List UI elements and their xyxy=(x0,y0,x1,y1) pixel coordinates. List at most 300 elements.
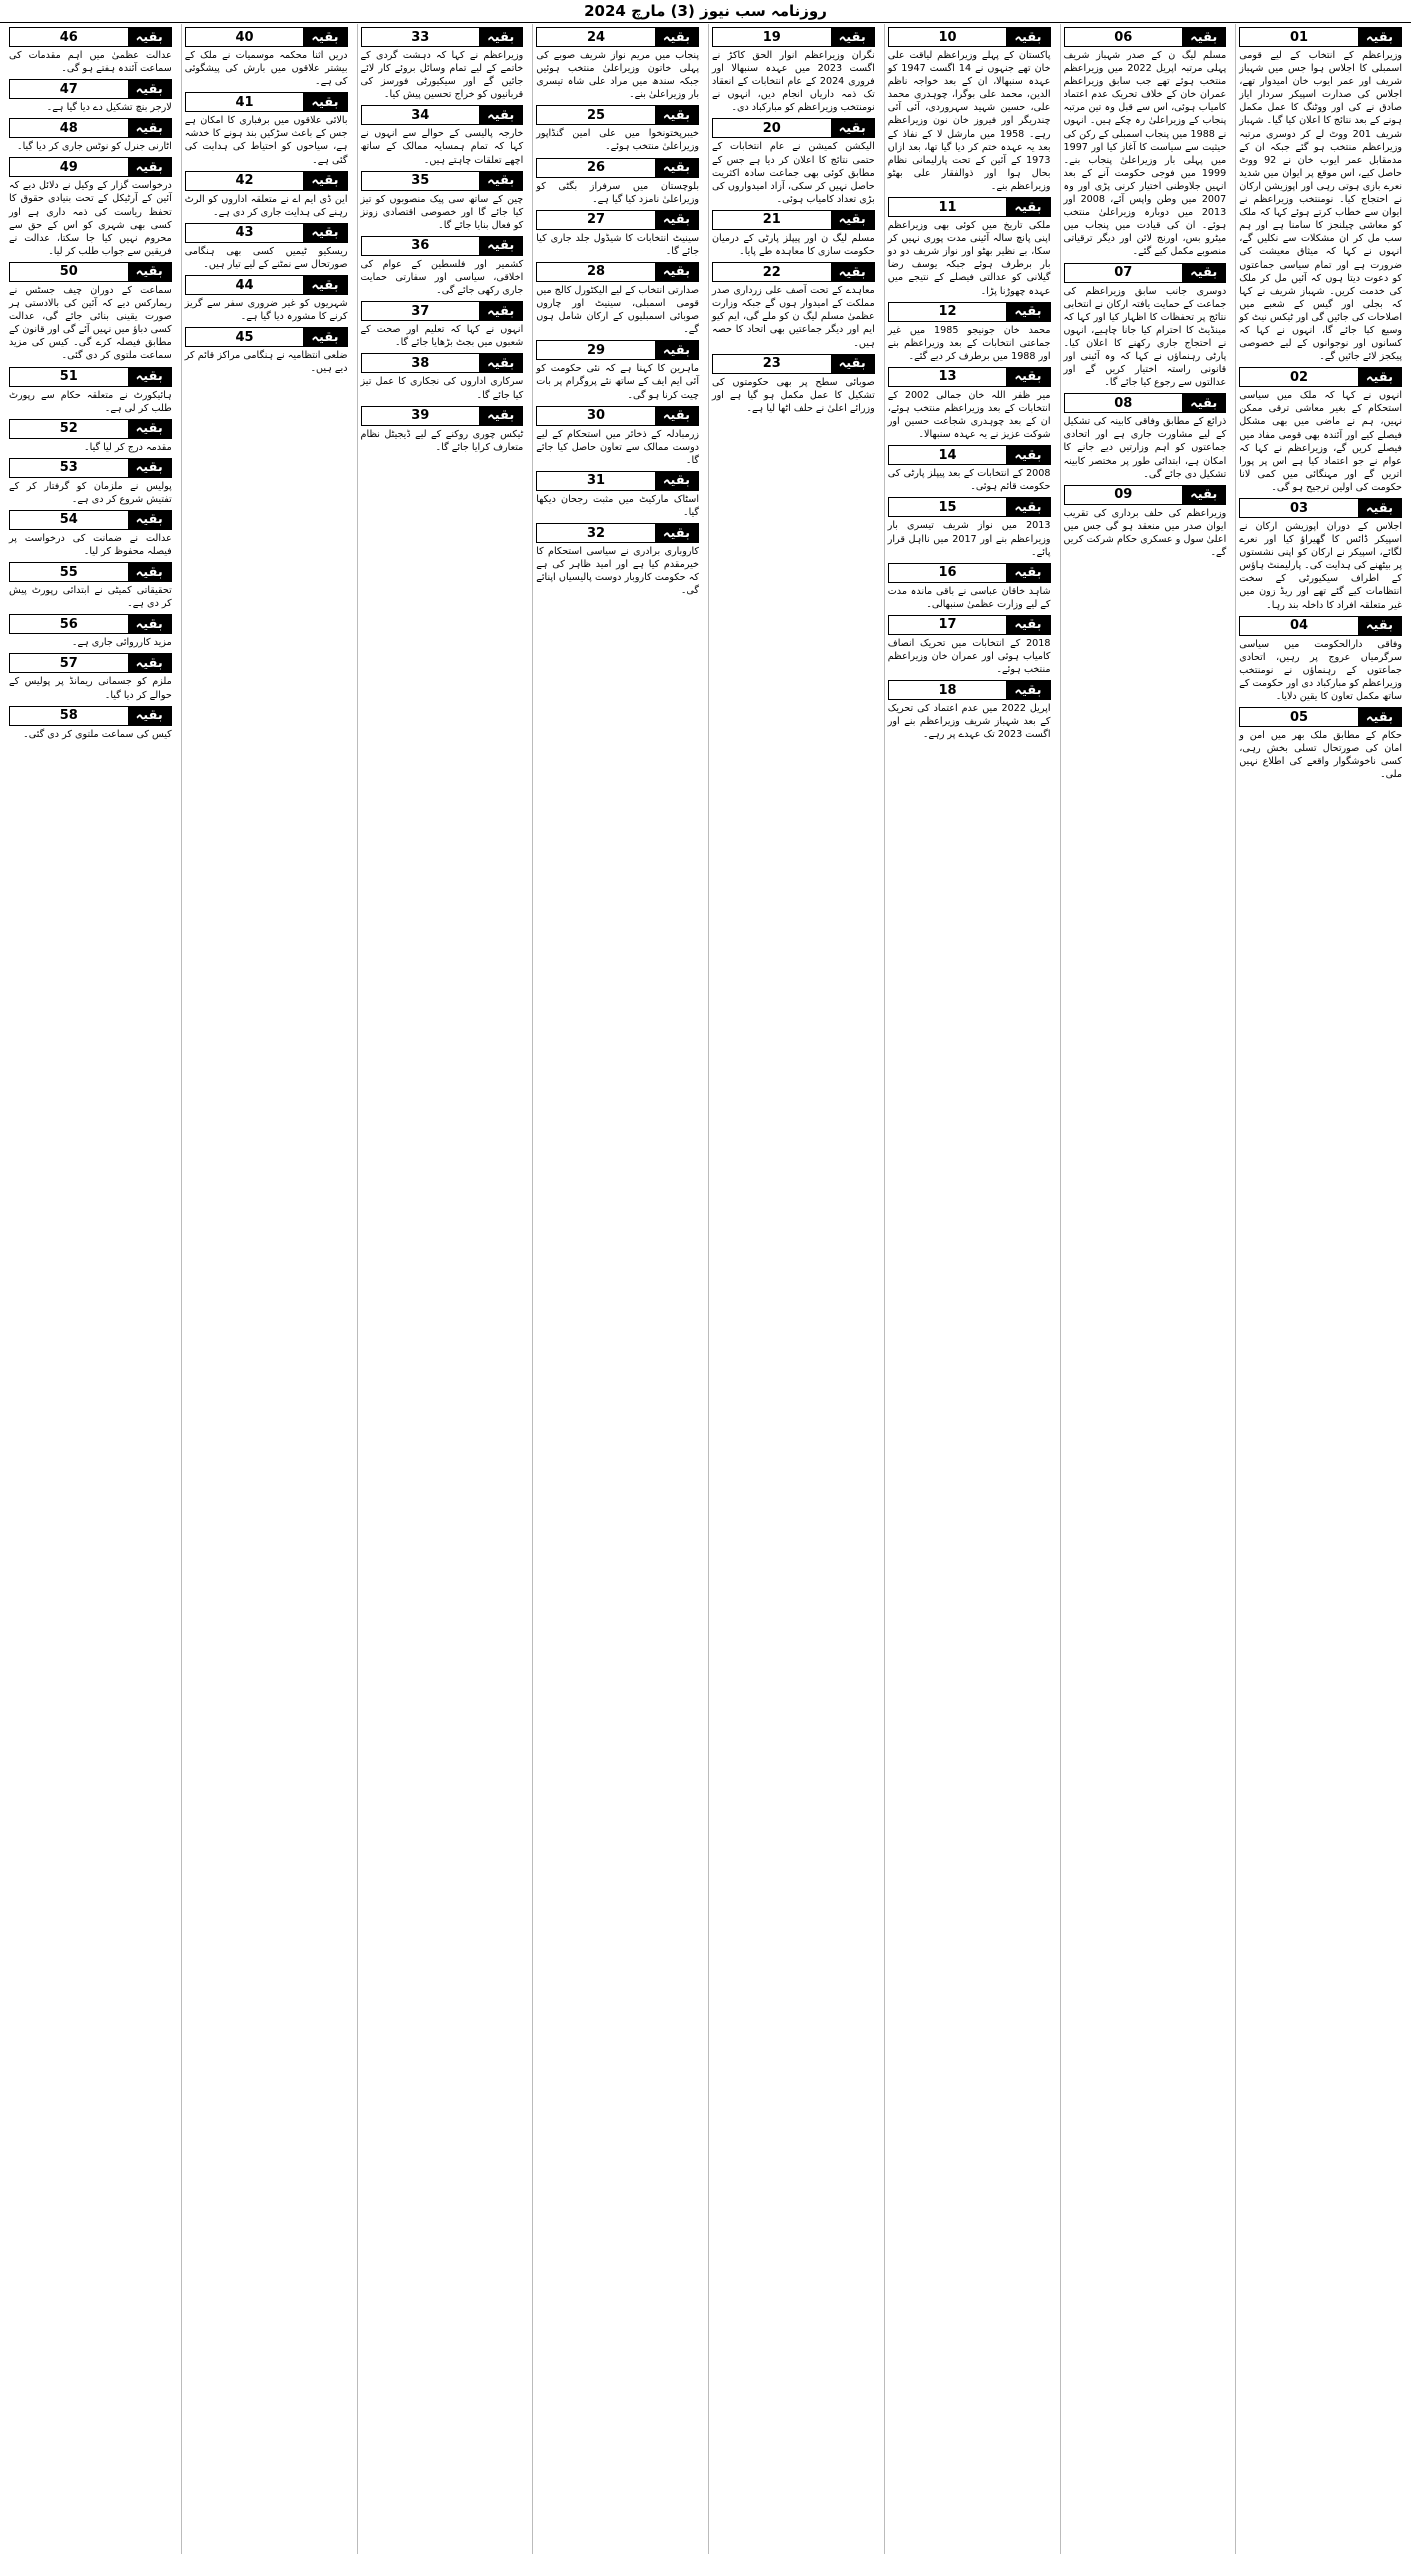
continuation-block xyxy=(1236,616,1402,703)
continuation-label: بقیہ xyxy=(1358,617,1401,635)
continuation-header xyxy=(361,105,524,125)
continuation-header xyxy=(9,118,172,138)
article-text: این ڈی ایم اے نے متعلقہ اداروں کو الرٹ رہنے کی ہدایت جاری کر دی ہے۔ xyxy=(181,193,348,218)
continuation-number: 04 xyxy=(1240,617,1358,635)
continuation-block xyxy=(708,262,875,349)
continuation-block xyxy=(6,562,172,610)
continuation-label: بقیہ xyxy=(1006,446,1049,464)
continuation-header xyxy=(1239,616,1402,636)
column xyxy=(357,24,527,2554)
continuation-number: 46 xyxy=(10,28,128,46)
continuation-header xyxy=(888,445,1051,465)
continuation-header xyxy=(888,27,1051,47)
continuation-label: بقیہ xyxy=(831,355,874,373)
continuation-label: بقیہ xyxy=(479,237,522,255)
continuation-number: 53 xyxy=(10,459,128,477)
continuation-block xyxy=(1236,498,1402,612)
article-text: انہوں نے کہا کہ تعلیم اور صحت کے شعبوں میں بجٹ بڑھایا جائے گا۔ xyxy=(357,324,524,349)
continuation-header xyxy=(185,92,348,112)
article-text: صدارتی انتخاب کے لیے الیکٹورل کالج میں قومی اسمبلی، سینیٹ اور چاروں صوبائی اسمبلیوں کے ارکان شامل ہوں گے۔ xyxy=(533,284,699,336)
article-text: انہوں نے کہا کہ ملک میں سیاسی استحکام کے بغیر معاشی ترقی ممکن نہیں، ہم نے ماضی میں بھی مشکل فیصلے کیے اور آئندہ بھی قومی مفاد میں فیصلے کریں گے، وزیراعظم نے کہا کہ عوام نے جو اعتماد کیا ہے اس پر پورا اتریں گے اور مہنگائی میں کمی لانا حکومت کی اولین ترجیح ہو گی۔ xyxy=(1236,390,1402,493)
continuation-header xyxy=(9,262,172,282)
continuation-label: بقیہ xyxy=(303,172,346,190)
continuation-block xyxy=(1236,27,1402,363)
continuation-block xyxy=(181,223,348,271)
continuation-label: بقیہ xyxy=(303,93,346,111)
continuation-label: بقیہ xyxy=(1358,368,1401,386)
article-text: خیبرپختونخوا میں علی امین گنڈاپور وزیراعلیٰ منتخب ہوئے۔ xyxy=(533,128,699,153)
continuation-number: 12 xyxy=(889,303,1007,321)
continuation-label: بقیہ xyxy=(655,407,698,425)
continuation-header xyxy=(361,27,524,47)
continuation-number: 11 xyxy=(889,198,1007,216)
article-text: پاکستان کے پہلے وزیراعظم لیاقت علی خان تھے جنہوں نے 14 اگست 1947 کو عہدہ سنبھالا، ان کے بعد خواجہ ناظم الدین، محمد علی بوگرا، چوہدری محمد علی، حسین شہید سہروردی، آئی آئی چندریگر اور فیروز خان نون وزیراعظم رہے۔ 1958 میں مارشل لا کے نفاذ کے بعد یہ عہدہ ختم کر دیا گیا تھا، بعد ازاں 1973 کے آئین کے تحت پارلیمانی نظام بحال ہوا اور ذوالفقار علی بھٹو وزیراعظم بنے۔ xyxy=(884,50,1051,192)
masthead-title: روزنامہ سب نیوز (3) مارچ 2024 xyxy=(0,0,1411,23)
continuation-header xyxy=(361,301,524,321)
continuation-header xyxy=(9,27,172,47)
continuation-header xyxy=(536,105,699,125)
continuation-number: 03 xyxy=(1240,499,1358,517)
continuation-label: بقیہ xyxy=(128,28,171,46)
continuation-block xyxy=(181,92,348,166)
continuation-label: بقیہ xyxy=(1006,616,1049,634)
continuation-block xyxy=(533,158,699,206)
continuation-label: بقیہ xyxy=(1006,28,1049,46)
continuation-block xyxy=(357,406,524,454)
continuation-number: 42 xyxy=(186,172,304,190)
continuation-label: بقیہ xyxy=(303,328,346,346)
continuation-number: 45 xyxy=(186,328,304,346)
continuation-number: 36 xyxy=(362,237,480,255)
continuation-number: 50 xyxy=(10,263,128,281)
continuation-label: بقیہ xyxy=(128,368,171,386)
continuation-header xyxy=(185,327,348,347)
continuation-block xyxy=(1060,27,1227,259)
continuation-header xyxy=(888,367,1051,387)
article-text: ملکی تاریخ میں کوئی بھی وزیراعظم اپنی پانچ سالہ آئینی مدت پوری نہیں کر سکا، بے نظیر بھٹو اور نواز شریف دو دو بار برطرف ہوئے جبکہ یوسف رضا گیلانی کو عدالتی فیصلے کے نتیجے میں عہدہ چھوڑنا پڑا۔ xyxy=(884,220,1051,297)
continuation-block xyxy=(533,262,699,336)
continuation-block xyxy=(884,367,1051,441)
article-text: 2013 میں نواز شریف تیسری بار وزیراعظم بنے اور 2017 میں نااہل قرار پائے۔ xyxy=(884,520,1051,558)
continuation-label: بقیہ xyxy=(831,28,874,46)
continuation-block xyxy=(533,471,699,519)
continuation-header xyxy=(712,354,875,374)
continuation-block xyxy=(533,210,699,258)
continuation-number: 21 xyxy=(713,211,831,229)
continuation-block xyxy=(1060,263,1227,390)
continuation-header xyxy=(9,419,172,439)
continuation-number: 05 xyxy=(1240,708,1358,726)
article-text: اجلاس کے دوران اپوزیشن ارکان نے اسپیکر ڈائس کا گھیراؤ کیا اور نعرے لگائے، اسپیکر نے ارکان کو اپنی نشستوں پر بیٹھنے کی ہدایت کی۔ پارلیمنٹ ہاؤس کے اطراف سیکیورٹی کے سخت انتظامات کیے گئے تھے اور ریڈ زون میں غیر متعلقہ افراد کا داخلہ بند رہا۔ xyxy=(1236,521,1402,611)
continuation-header xyxy=(9,653,172,673)
continuation-header xyxy=(536,340,699,360)
continuation-block xyxy=(708,118,875,205)
continuation-header xyxy=(361,236,524,256)
continuation-number: 10 xyxy=(889,28,1007,46)
continuation-number: 26 xyxy=(537,159,655,177)
newspaper-page xyxy=(6,24,1405,2554)
continuation-block xyxy=(884,615,1051,676)
continuation-header xyxy=(888,197,1051,217)
continuation-number: 18 xyxy=(889,681,1007,699)
continuation-label: بقیہ xyxy=(1006,681,1049,699)
continuation-header xyxy=(712,27,875,47)
continuation-block xyxy=(1060,485,1227,559)
article-text: خارجہ پالیسی کے حوالے سے انہوں نے کہا کہ تمام ہمسایہ ممالک کے ساتھ اچھے تعلقات چاہتے ہیں۔ xyxy=(357,128,524,166)
continuation-block xyxy=(884,563,1051,611)
continuation-number: 43 xyxy=(186,224,304,242)
continuation-header xyxy=(888,563,1051,583)
continuation-number: 51 xyxy=(10,368,128,386)
continuation-number: 30 xyxy=(537,407,655,425)
continuation-label: بقیہ xyxy=(479,28,522,46)
article-text: دوسری جانب سابق وزیراعظم کی جماعت کے حمایت یافتہ ارکان نے انتخابی نتائج پر تحفظات کا اظہار کیا اور کہا کہ مینڈیٹ کا احترام کیا جانا چاہیے، انہوں نے احتجاج جاری رکھنے کا اعلان کیا۔ پارٹی رہنماؤں نے کہا کہ وہ آئینی اور قانونی راستہ اختیار کریں گے اور عدالتوں سے رجوع کیا جائے گا۔ xyxy=(1060,285,1227,389)
continuation-number: 20 xyxy=(713,119,831,137)
article-text: ریسکیو ٹیمیں کسی بھی ہنگامی صورتحال سے نمٹنے کے لیے تیار ہیں۔ xyxy=(181,245,348,270)
continuation-block xyxy=(357,353,524,401)
article-text: ضلعی انتظامیہ نے ہنگامی مراکز قائم کر دیے ہیں۔ xyxy=(181,350,348,375)
continuation-block xyxy=(6,262,172,363)
continuation-block xyxy=(6,458,172,506)
continuation-number: 02 xyxy=(1240,368,1358,386)
continuation-number: 23 xyxy=(713,355,831,373)
article-text: پولیس نے ملزمان کو گرفتار کر کے تفتیش شروع کر دی ہے۔ xyxy=(6,480,172,505)
continuation-number: 33 xyxy=(362,28,480,46)
article-text: ماہرین کا کہنا ہے کہ نئی حکومت کو آئی ایم ایف کے ساتھ نئے پروگرام پر بات چیت کرنا ہو گی۔ xyxy=(533,363,699,401)
continuation-block xyxy=(357,236,524,297)
continuation-label: بقیہ xyxy=(1182,264,1225,282)
continuation-number: 47 xyxy=(10,80,128,98)
continuation-block xyxy=(6,653,172,701)
continuation-header xyxy=(536,210,699,230)
continuation-header xyxy=(1239,707,1402,727)
continuation-label: بقیہ xyxy=(128,511,171,529)
continuation-label: بقیہ xyxy=(1182,28,1225,46)
continuation-label: بقیہ xyxy=(655,524,698,542)
continuation-header xyxy=(9,458,172,478)
continuation-number: 27 xyxy=(537,211,655,229)
continuation-number: 22 xyxy=(713,263,831,281)
continuation-block xyxy=(9,419,172,454)
continuation-number: 08 xyxy=(1065,394,1183,412)
continuation-label: بقیہ xyxy=(128,459,171,477)
column xyxy=(6,24,175,2554)
continuation-block xyxy=(357,27,524,101)
continuation-label: بقیہ xyxy=(1006,303,1049,321)
continuation-number: 57 xyxy=(10,654,128,672)
continuation-number: 44 xyxy=(186,276,304,294)
article-text: کاروباری برادری نے سیاسی استحکام کا خیرمقدم کیا ہے اور امید ظاہر کی ہے کہ حکومت کاروبار دوست پالیسیاں اپنائے گی۔ xyxy=(533,546,699,597)
continuation-label: بقیہ xyxy=(128,80,171,98)
continuation-block xyxy=(9,614,172,649)
article-text: سماعت کے دوران چیف جسٹس نے ریمارکس دیے کہ آئین کی بالادستی ہر صورت یقینی بنائی جائے گی، عدالت کسی دباؤ میں نہیں آئے گی اور قانون کے مطابق فیصلہ کرے گی۔ کیس کی مزید سماعت ملتوی کر دی گئی۔ xyxy=(6,284,172,362)
continuation-label: بقیہ xyxy=(479,354,522,372)
column xyxy=(1235,24,1405,2554)
article-text: مقدمہ درج کر لیا گیا۔ xyxy=(84,441,172,453)
continuation-number: 06 xyxy=(1065,28,1183,46)
continuation-header xyxy=(9,614,172,634)
column xyxy=(181,24,351,2554)
continuation-number: 48 xyxy=(10,119,128,137)
continuation-header xyxy=(185,27,348,47)
continuation-header xyxy=(361,353,524,373)
article-text: پنجاب میں مریم نواز شریف صوبے کی پہلی خاتون وزیراعلیٰ منتخب ہوئیں جبکہ سندھ میں مراد علی شاہ تیسری بار وزیراعلیٰ بنے۔ xyxy=(533,50,699,101)
column xyxy=(1060,24,1230,2554)
continuation-header xyxy=(185,223,348,243)
continuation-block xyxy=(9,118,172,153)
continuation-block xyxy=(708,210,875,258)
continuation-block xyxy=(533,105,699,153)
continuation-header xyxy=(361,171,524,191)
article-text: محمد خان جونیجو 1985 میں غیر جماعتی انتخابات کے بعد وزیراعظم بنے اور 1988 میں برطرف کر دیے گئے۔ xyxy=(884,324,1051,362)
continuation-number: 39 xyxy=(362,407,480,425)
continuation-label: بقیہ xyxy=(831,119,874,137)
continuation-number: 19 xyxy=(713,28,831,46)
continuation-number: 34 xyxy=(362,106,480,124)
continuation-header xyxy=(9,157,172,177)
continuation-label: بقیہ xyxy=(303,276,346,294)
continuation-number: 41 xyxy=(186,93,304,111)
continuation-number: 07 xyxy=(1065,264,1183,282)
article-text: سینیٹ انتخابات کا شیڈول جلد جاری کیا جائے گا۔ xyxy=(533,232,699,257)
continuation-label: بقیہ xyxy=(479,302,522,320)
continuation-label: بقیہ xyxy=(128,119,171,137)
continuation-label: بقیہ xyxy=(1006,198,1049,216)
column xyxy=(708,24,878,2554)
continuation-header xyxy=(361,406,524,426)
article-text: لارجر بنچ تشکیل دے دیا گیا ہے۔ xyxy=(46,102,172,114)
article-text: دریں اثنا محکمہ موسمیات نے ملک کے بیشتر علاقوں میں بارش کی پیشگوئی کی ہے۔ xyxy=(181,50,348,88)
continuation-label: بقیہ xyxy=(128,420,171,438)
continuation-block xyxy=(6,367,172,415)
continuation-number: 13 xyxy=(889,368,1007,386)
continuation-header xyxy=(888,302,1051,322)
article-text: بلوچستان میں سرفراز بگٹی کو وزیراعلیٰ نامزد کیا گیا ہے۔ xyxy=(533,180,699,205)
continuation-block xyxy=(6,510,172,558)
continuation-number: 32 xyxy=(537,524,655,542)
continuation-label: بقیہ xyxy=(655,263,698,281)
article-text: اٹارنی جنرل کو نوٹس جاری کر دیا گیا۔ xyxy=(16,141,172,153)
continuation-block xyxy=(533,340,699,401)
continuation-header xyxy=(888,497,1051,517)
continuation-block xyxy=(708,354,875,415)
continuation-header xyxy=(888,680,1051,700)
continuation-block xyxy=(884,197,1051,298)
continuation-block xyxy=(357,171,524,232)
continuation-number: 40 xyxy=(186,28,304,46)
continuation-block xyxy=(1060,393,1227,480)
continuation-header xyxy=(9,706,172,726)
continuation-header xyxy=(536,158,699,178)
continuation-label: بقیہ xyxy=(128,158,171,176)
article-text: شہریوں کو غیر ضروری سفر سے گریز کرنے کا مشورہ دیا گیا ہے۔ xyxy=(181,298,348,323)
continuation-header xyxy=(1239,367,1402,387)
continuation-number: 38 xyxy=(362,354,480,372)
continuation-header xyxy=(1064,27,1227,47)
continuation-block xyxy=(1236,367,1402,494)
continuation-number: 15 xyxy=(889,498,1007,516)
continuation-block xyxy=(181,171,348,219)
continuation-label: بقیہ xyxy=(303,28,346,46)
article-text: چین کے ساتھ سی پیک منصوبوں کو تیز کیا جائے گا اور خصوصی اقتصادی زونز کو فعال بنایا جائے گا۔ xyxy=(357,193,524,231)
continuation-block xyxy=(1236,707,1402,781)
continuation-block xyxy=(533,27,699,101)
continuation-label: بقیہ xyxy=(1006,498,1049,516)
continuation-block xyxy=(181,27,348,88)
continuation-block xyxy=(9,706,172,741)
continuation-header xyxy=(1239,498,1402,518)
continuation-header xyxy=(536,523,699,543)
continuation-label: بقیہ xyxy=(128,563,171,581)
continuation-number: 35 xyxy=(362,172,480,190)
continuation-label: بقیہ xyxy=(655,28,698,46)
article-text: وزیراعظم کی حلف برداری کی تقریب ایوان صدر میں منعقد ہو گی جس میں اعلیٰ سول و عسکری حکام شرکت کریں گے۔ xyxy=(1060,507,1227,558)
continuation-number: 29 xyxy=(537,341,655,359)
continuation-label: بقیہ xyxy=(655,211,698,229)
continuation-label: بقیہ xyxy=(1006,368,1049,386)
continuation-number: 58 xyxy=(10,707,128,725)
continuation-number: 14 xyxy=(889,446,1007,464)
article-text: مسلم لیگ ن اور پیپلز پارٹی کے درمیان حکومت سازی کا معاہدہ طے پایا۔ xyxy=(708,232,875,258)
continuation-label: بقیہ xyxy=(831,211,874,229)
continuation-number: 09 xyxy=(1065,486,1183,504)
continuation-header xyxy=(536,262,699,282)
article-text: وفاقی دارالحکومت میں سیاسی سرگرمیاں عروج پر رہیں، اتحادی جماعتوں کے رہنماؤں نے نومنتخب وزیراعظم کو مبارکباد دی اور حکومت کے ساتھ مکمل تعاون کا یقین دلایا۔ xyxy=(1236,638,1402,703)
article-text: اسٹاک مارکیٹ میں مثبت رجحان دیکھا گیا۔ xyxy=(533,493,699,518)
continuation-block xyxy=(884,27,1051,193)
continuation-number: 31 xyxy=(537,472,655,490)
continuation-header xyxy=(9,562,172,582)
article-text: نگران وزیراعظم انوار الحق کاکڑ نے اگست 2023 میں عہدہ سنبھالا اور فروری 2024 کے عام انتخابات کے انعقاد تک ذمہ داریاں انجام دیں، انہوں نے نومنتخب وزیراعظم کو مبارکباد دی۔ xyxy=(708,50,875,114)
continuation-number: 54 xyxy=(10,511,128,529)
continuation-block xyxy=(6,27,172,75)
continuation-header xyxy=(1064,263,1227,283)
continuation-number: 52 xyxy=(10,420,128,438)
continuation-number: 01 xyxy=(1240,28,1358,46)
continuation-header xyxy=(1064,485,1227,505)
article-text: بالائی علاقوں میں برفباری کا امکان ہے جس کے باعث سڑکیں بند ہونے کا خدشہ ہے، سیاحوں کو احتیاط کی ہدایت کی گئی ہے۔ xyxy=(181,115,348,166)
article-text: زرمبادلہ کے ذخائر میں استحکام کے لیے دوست ممالک سے تعاون حاصل کیا جائے گا۔ xyxy=(533,428,699,466)
continuation-header xyxy=(536,471,699,491)
column xyxy=(884,24,1054,2554)
article-text: الیکشن کمیشن نے عام انتخابات کے حتمی نتائج کا اعلان کر دیا ہے جس کے مطابق کوئی بھی جماعت سادہ اکثریت حاصل نہیں کر سکی، آزاد امیدواروں کی بڑی تعداد کامیاب ہوئی۔ xyxy=(708,141,875,205)
continuation-header xyxy=(9,79,172,99)
column xyxy=(532,24,702,2554)
article-text: ملزم کو جسمانی ریمانڈ پر پولیس کے حوالے کر دیا گیا۔ xyxy=(6,676,172,701)
continuation-header xyxy=(712,118,875,138)
continuation-number: 49 xyxy=(10,158,128,176)
article-text: میر ظفر اللہ خان جمالی 2002 کے انتخابات کے بعد وزیراعظم منتخب ہوئے، ان کے بعد چوہدری شجاعت حسین اور شوکت عزیز نے یہ عہدہ سنبھالا۔ xyxy=(884,389,1051,441)
continuation-label: بقیہ xyxy=(128,615,171,633)
continuation-block xyxy=(533,523,699,597)
continuation-label: بقیہ xyxy=(655,341,698,359)
article-text: تحقیقاتی کمیٹی نے ابتدائی رپورٹ پیش کر دی ہے۔ xyxy=(6,585,172,610)
continuation-header xyxy=(185,275,348,295)
continuation-header xyxy=(712,262,875,282)
continuation-header xyxy=(888,615,1051,635)
article-text: معاہدے کے تحت آصف علی زرداری صدر مملکت کے امیدوار ہوں گے جبکہ وزارت عظمیٰ مسلم لیگ ن کو ملے گی، ایم کیو ایم اور دیگر جماعتیں بھی اتحاد کا حصہ ہیں۔ xyxy=(708,285,875,349)
continuation-label: بقیہ xyxy=(831,263,874,281)
continuation-header xyxy=(712,210,875,230)
continuation-number: 55 xyxy=(10,563,128,581)
continuation-label: بقیہ xyxy=(1006,564,1049,582)
article-text: صوبائی سطح پر بھی حکومتوں کی تشکیل کا عمل مکمل ہو گیا ہے اور وزرائے اعلیٰ نے حلف اٹھا لیا ہے۔ xyxy=(708,376,875,414)
continuation-block xyxy=(884,302,1051,363)
continuation-number: 28 xyxy=(537,263,655,281)
article-text: اپریل 2022 میں عدم اعتماد کی تحریک کے بعد شہباز شریف وزیراعظم بنے اور اگست 2023 تک عہدے پر رہے۔ xyxy=(884,703,1051,741)
article-text: 2018 کے انتخابات میں تحریک انصاف کامیاب ہوئی اور عمران خان وزیراعظم منتخب ہوئے۔ xyxy=(884,637,1051,676)
continuation-number: 56 xyxy=(10,615,128,633)
continuation-number: 25 xyxy=(537,106,655,124)
continuation-header xyxy=(1239,27,1402,47)
continuation-header xyxy=(1064,393,1227,413)
continuation-label: بقیہ xyxy=(655,472,698,490)
continuation-number: 37 xyxy=(362,302,480,320)
continuation-label: بقیہ xyxy=(655,106,698,124)
continuation-header xyxy=(9,367,172,387)
article-text: وزیراعظم کے انتخاب کے لیے قومی اسمبلی کا اجلاس ہوا جس میں شہباز شریف اور عمر ایوب خان امیدوار تھے، اجلاس کی صدارت اسپیکر سردار ایاز صادق نے کی اور ووٹنگ کا عمل مکمل ہونے کے بعد نتائج کا اعلان کیا گیا۔ شہباز شریف 201 ووٹ لے کر دوسری مرتبہ وزیراعظم منتخب ہو گئے جبکہ ان کے مدمقابل عمر ایوب خان نے 92 ووٹ حاصل کیے، اس موقع پر ایوان میں شدید نعرے بازی ہوتی رہی اور اپوزیشن ارکان نے احتجاج کیا۔ نومنتخب وزیراعظم نے ایوان سے خطاب کرتے ہوئے کہا کہ ملک کو معاشی چیلنجز کا سامنا ہے اور ہم سب مل کر ان مشکلات سے نکلیں گے، انہوں نے کہا کہ میثاق معیشت کی ضرورت ہے اور تمام سیاسی جماعتوں کو دعوت دیتا ہوں کہ آئیں مل کر ملک کی خدمت کریں۔ شہباز شریف نے کہا کہ بجلی اور گیس کے شعبے میں اصلاحات کی جائیں گی اور ٹیکس نیٹ کو وسیع کیا جائے گا، انہوں نے کہا کہ کسانوں اور نوجوانوں کے لیے خصوصی پیکجز لائے جائیں گے۔ xyxy=(1236,50,1402,363)
continuation-label: بقیہ xyxy=(1358,28,1401,46)
continuation-label: بقیہ xyxy=(1358,708,1401,726)
continuation-header xyxy=(536,27,699,47)
article-text: ہائیکورٹ نے متعلقہ حکام سے رپورٹ طلب کر لی ہے۔ xyxy=(6,389,172,414)
continuation-header xyxy=(185,171,348,191)
article-text: عدالت عظمیٰ میں اہم مقدمات کی سماعت آئندہ ہفتے ہو گی۔ xyxy=(6,50,172,75)
article-text: کشمیر اور فلسطین کے عوام کی اخلاقی، سیاسی اور سفارتی حمایت جاری رکھی جائے گی۔ xyxy=(357,258,524,297)
article-text: ٹیکس چوری روکنے کے لیے ڈیجیٹل نظام متعارف کرایا جائے گا۔ xyxy=(357,428,524,453)
continuation-block xyxy=(181,275,348,323)
continuation-block xyxy=(884,680,1051,741)
continuation-block xyxy=(357,105,524,166)
continuation-label: بقیہ xyxy=(1182,486,1225,504)
article-text: وزیراعظم نے کہا کہ دہشت گردی کے خاتمے کے لیے تمام وسائل بروئے کار لائے جائیں گے اور سیکیورٹی فورسز کی قربانیوں کو خراج تحسین پیش کیا۔ xyxy=(357,50,524,101)
continuation-header xyxy=(9,510,172,530)
continuation-label: بقیہ xyxy=(655,159,698,177)
article-text: مزید کارروائی جاری ہے۔ xyxy=(71,637,172,649)
continuation-label: بقیہ xyxy=(479,407,522,425)
continuation-block xyxy=(181,327,348,375)
continuation-block xyxy=(9,79,172,114)
continuation-block xyxy=(533,406,699,467)
continuation-number: 17 xyxy=(889,616,1007,634)
article-text: شاہد خاقان عباسی نے باقی ماندہ مدت کے لیے وزارت عظمیٰ سنبھالی۔ xyxy=(884,585,1051,610)
continuation-number: 24 xyxy=(537,28,655,46)
article-text: درخواست گزار کے وکیل نے دلائل دیے کہ آئین کے آرٹیکل کے تحت بنیادی حقوق کا تحفظ ریاست کی ذمہ داری ہے اور کسی بھی شہری کو اس کے حق سے محروم نہیں کیا جا سکتا، عدالت نے فریقین سے جواب طلب کر لیا۔ xyxy=(6,180,172,257)
article-text: سرکاری اداروں کی نجکاری کا عمل تیز کیا جائے گا۔ xyxy=(357,376,524,401)
continuation-label: بقیہ xyxy=(479,172,522,190)
continuation-label: بقیہ xyxy=(479,106,522,124)
article-text: مسلم لیگ ن کے صدر شہباز شریف پہلی مرتبہ اپریل 2022 میں وزیراعظم منتخب ہوئے تھے جب سابق وزیراعظم عمران خان کے خلاف تحریک عدم اعتماد کامیاب ہوئی، اس سے قبل وہ تین مرتبہ پنجاب کے وزیراعلیٰ رہ چکے ہیں۔ انہوں نے 1988 میں پنجاب اسمبلی کے رکن کی حیثیت سے سیاست کا آغاز کیا اور 1997 میں پہلی بار وزیراعلیٰ پنجاب بنے۔ 1999 میں فوجی حکومت آنے کے بعد انہیں جلاوطنی اختیار کرنی پڑی اور وہ 2007 میں وطن واپس آئے، 2008 اور 2013 میں دوبارہ وزیراعلیٰ منتخب ہوئے۔ ان کی قیادت میں پنجاب میں میٹرو بس، اورنج لائن اور دیگر ترقیاتی منصوبے مکمل کیے گئے۔ xyxy=(1060,50,1227,258)
continuation-label: بقیہ xyxy=(128,654,171,672)
article-text: ذرائع کے مطابق وفاقی کابینہ کی تشکیل کے لیے مشاورت جاری ہے اور اتحادی جماعتوں کو اہم وزارتیں دیے جانے کا امکان ہے، ابتدائی طور پر مختصر کابینہ تشکیل دی جائے گی۔ xyxy=(1060,416,1227,480)
article-text: 2008 کے انتخابات کے بعد پیپلز پارٹی کی حکومت قائم ہوئی۔ xyxy=(884,468,1051,493)
article-text: حکام کے مطابق ملک بھر میں امن و امان کی صورتحال تسلی بخش رہی، کسی ناخوشگوار واقعے کی اطلاع نہیں ملی۔ xyxy=(1236,730,1402,781)
continuation-header xyxy=(536,406,699,426)
continuation-label: بقیہ xyxy=(128,263,171,281)
continuation-number: 16 xyxy=(889,564,1007,582)
continuation-block xyxy=(6,157,172,258)
continuation-block xyxy=(357,301,524,349)
continuation-label: بقیہ xyxy=(1358,499,1401,517)
continuation-label: بقیہ xyxy=(128,707,171,725)
continuation-label: بقیہ xyxy=(1182,394,1225,412)
article-text: عدالت نے ضمانت کی درخواست پر فیصلہ محفوظ کر لیا۔ xyxy=(6,532,172,558)
continuation-block xyxy=(884,445,1051,493)
continuation-label: بقیہ xyxy=(303,224,346,242)
continuation-block xyxy=(708,27,875,114)
continuation-block xyxy=(884,497,1051,558)
article-text: کیس کی سماعت ملتوی کر دی گئی۔ xyxy=(23,728,172,740)
